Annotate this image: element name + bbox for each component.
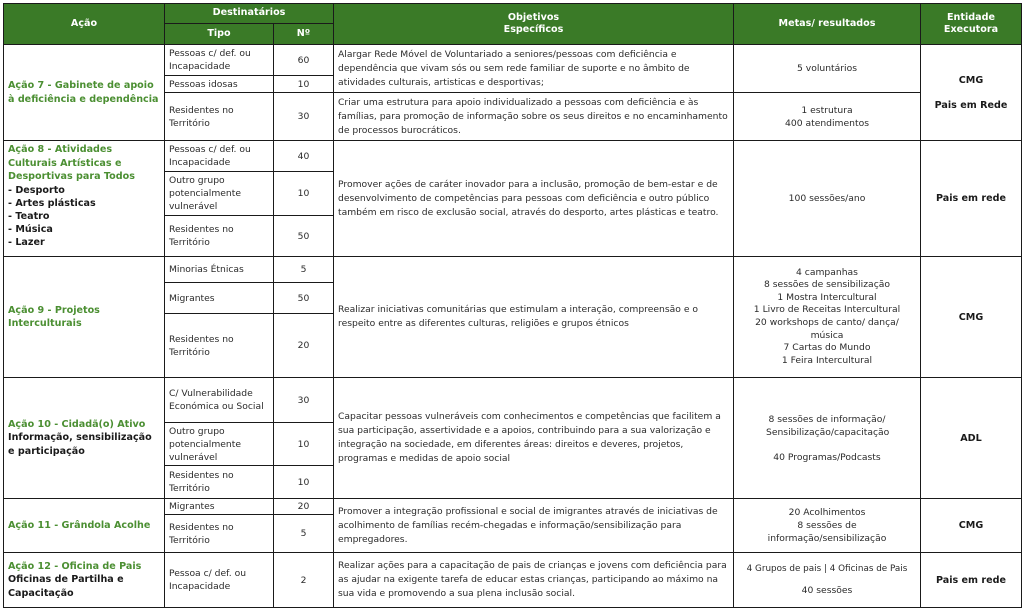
meta-line: 8 sessões de informação/sensibilização (767, 520, 887, 544)
acao-8-bullet: - Música (8, 223, 53, 235)
action-plan-table-wrapper (3, 3, 1022, 608)
header-destinatarios: Destinatários (165, 4, 334, 24)
acao-11-entidade: CMG (921, 499, 1022, 553)
acao-10-tipo-2: Residentes no Território (165, 466, 274, 499)
acao-11-tipo-1: Residentes no Território (165, 515, 274, 553)
meta-line: 400 atendimentos (785, 117, 869, 129)
acao-7-n-1: 10 (274, 76, 334, 93)
acao-8-title: Ação 8 - Atividades Culturais Artísticas e Desportivas para Todos (8, 144, 135, 182)
meta-line: 1 Feira Intercultural (781, 354, 873, 366)
header-row-top (4, 4, 1022, 24)
acao-8-n-0: 40 (274, 141, 334, 172)
acao-11-cell (4, 499, 165, 553)
acao-12-subtitle: Oficinas de Partilha e Capacitação (8, 574, 124, 599)
acao-8-meta (734, 141, 921, 257)
meta-line: 1 estrutura (801, 104, 853, 116)
acao-12-objective: Realizar ações para a capacitação de pais de crianças e jovens com deficiência para as ajudar na exigente tarefa de educar estas crianças, participando ao máximo na sua vida e promovendo a sua plena inclusão social. (334, 553, 734, 608)
action-plan-table (3, 3, 1022, 608)
meta-line: 5 voluntários (797, 63, 857, 74)
acao-9-objective: Realizar iniciativas comunitárias que estimulam a interação, compreensão e o respeito entre as diferentes culturas, religiões e grupos étnicos (334, 257, 734, 378)
acao-12-n-0: 2 (274, 553, 334, 608)
meta-line: 100 sessões/ano (788, 193, 866, 204)
table-row-acao-10-a (4, 378, 1022, 423)
header-acao: Ação (4, 4, 165, 45)
acao-11-tipo-0: Migrantes (165, 499, 274, 515)
acao-10-n-0: 30 (274, 378, 334, 423)
acao-12-tipo-0: Pessoa c/ def. ou Incapacidade (165, 553, 274, 608)
acao-9-cell (4, 257, 165, 378)
meta-line: 40 Programas/Podcasts (773, 451, 881, 463)
acao-9-entidade: CMG (921, 257, 1022, 378)
table-row-acao-12 (4, 553, 1022, 608)
entidade-line: Pais em Rede (934, 99, 1008, 111)
acao-7-n-0: 60 (274, 45, 334, 76)
entidade-line: CMG (958, 74, 984, 86)
acao-9-title: Ação 9 - Projetos Interculturais (8, 304, 100, 329)
acao-9-tipo-0: Minorias Étnicas (165, 257, 274, 283)
acao-10-entidade: ADL (921, 378, 1022, 499)
acao-8-entidade: Pais em rede (921, 141, 1022, 257)
acao-8-bullet: - Artes plásticas (8, 197, 96, 209)
table-row-acao-7-a (4, 45, 1022, 76)
acao-7-cell (4, 45, 165, 141)
acao-8-n-1: 10 (274, 172, 334, 216)
acao-8-bullet: - Desporto (8, 184, 65, 196)
acao-10-objective: Capacitar pessoas vulneráveis com conhecimentos e competências que facilitem a sua participação, assertividade e a apoios, contribuindo para a sua valorização e integração na sociedade, em diferentes áreas: direitos e deveres, projetos, programas e medidas de apoio social (334, 378, 734, 499)
acao-9-n-1: 50 (274, 283, 334, 314)
header-objetivos (334, 4, 734, 45)
acao-9-tipo-2: Residentes no Território (165, 314, 274, 378)
acao-11-n-1: 5 (274, 515, 334, 553)
table-row-acao-11-a (4, 499, 1022, 515)
acao-11-n-0: 20 (274, 499, 334, 515)
acao-10-n-2: 10 (274, 466, 334, 499)
acao-7-meta-1 (734, 93, 921, 141)
acao-7-objective-0: Alargar Rede Móvel de Voluntariado a seniores/pessoas com deficiência e dependência que vivam sós ou sem rede familiar de suporte e no âmbito de atividades culturais, artisticas e desportivas; (334, 45, 734, 93)
acao-9-tipo-1: Migrantes (165, 283, 274, 314)
meta-line: 40 sessões (801, 585, 853, 596)
table-row-acao-8-a (4, 141, 1022, 172)
acao-11-metas (734, 499, 921, 553)
acao-11-objective: Promover a integração profissional e social de imigrantes através de iniciativas de acolhimento de famílias recém-chegadas e informação/sensibilização para empregadores. (334, 499, 734, 553)
header-numero: Nº (274, 24, 334, 45)
acao-8-bullet: - Lazer (8, 236, 45, 248)
acao-9-n-2: 20 (274, 314, 334, 378)
header-entidade-line1: Entidade (947, 11, 995, 23)
acao-7-title: Ação 7 - Gabinete de apoio à deficiência e dependência (8, 80, 159, 105)
acao-12-title: Ação 12 - Oficina de Pais (8, 560, 142, 572)
acao-10-title: Ação 10 - Cidadã(o) Ativo (8, 418, 146, 430)
header-objetivos-line1: Objetivos (507, 11, 560, 23)
acao-8-tipo-0: Pessoas c/ def. ou Incapacidade (165, 141, 274, 172)
table-row-acao-9-a (4, 257, 1022, 283)
acao-8-tipo-2: Residentes no Território (165, 216, 274, 257)
meta-line: 1 Mostra Intercultural (777, 291, 877, 303)
acao-7-tipo-1: Pessoas idosas (165, 76, 274, 93)
acao-7-tipo-2: Residentes no Território (165, 93, 274, 141)
meta-line: 20 Acolhimentos (788, 507, 866, 518)
acao-10-tipo-0: C/ Vulnerabilidade Económica ou Social (165, 378, 274, 423)
meta-line: 20 workshops de canto/ dança/ música (755, 317, 899, 341)
acao-10-metas (734, 378, 921, 499)
acao-8-objective: Promover ações de caráter inovador para a inclusão, promoção de bem-estar e de desenvolvimento de competências para pessoas com deficiência e outro público também em risco de exclusão social, através do desporto, artes plásticas e teatro. (334, 141, 734, 257)
acao-7-n-2: 30 (274, 93, 334, 141)
header-entidade (921, 4, 1022, 45)
meta-line: 1 Livro de Receitas Intercultural (753, 304, 901, 316)
acao-7-meta-0 (734, 45, 921, 93)
acao-7-tipo-0: Pessoas c/ def. ou Incapacidade (165, 45, 274, 76)
meta-line: 4 campanhas (796, 266, 858, 278)
meta-line: 4 Grupos de pais | 4 Oficinas de Pais (746, 564, 908, 574)
acao-7-objective-1: Criar uma estrutura para apoio individualizado a pessoas com deficiência e às famílias, para promoção de informação sobre os seus direitos e no encaminhamento de processos burocráticos. (334, 93, 734, 141)
meta-line: 7 Cartas do Mundo (783, 342, 871, 354)
header-objetivos-line2: Específicos (503, 24, 564, 35)
acao-8-cell (4, 141, 165, 257)
acao-12-cell (4, 553, 165, 608)
meta-line: 8 sessões de informação/ Sensibilização/capacitação (766, 413, 890, 438)
acao-8-n-2: 50 (274, 216, 334, 257)
acao-9-n-0: 5 (274, 257, 334, 283)
acao-10-subtitle: Informação, sensibilização e participação (8, 432, 152, 457)
acao-8-tipo-1: Outro grupo potencialmente vulnerável (165, 172, 274, 216)
acao-7-entidade (921, 45, 1022, 141)
header-metas: Metas/ resultados (734, 4, 921, 45)
meta-line: 8 sessões de sensibilização (763, 279, 890, 291)
acao-9-metas (734, 257, 921, 378)
acao-12-entidade: Pais em rede (921, 553, 1022, 608)
acao-10-tipo-1: Outro grupo potencialmente vulnerável (165, 423, 274, 466)
acao-10-cell (4, 378, 165, 499)
header-tipo: Tipo (165, 24, 274, 45)
acao-11-title: Ação 11 - Grândola Acolhe (8, 519, 151, 531)
acao-12-metas (734, 553, 921, 608)
acao-10-n-1: 10 (274, 423, 334, 466)
header-entidade-line2: Executora (943, 24, 999, 35)
acao-8-bullet: - Teatro (8, 210, 50, 222)
